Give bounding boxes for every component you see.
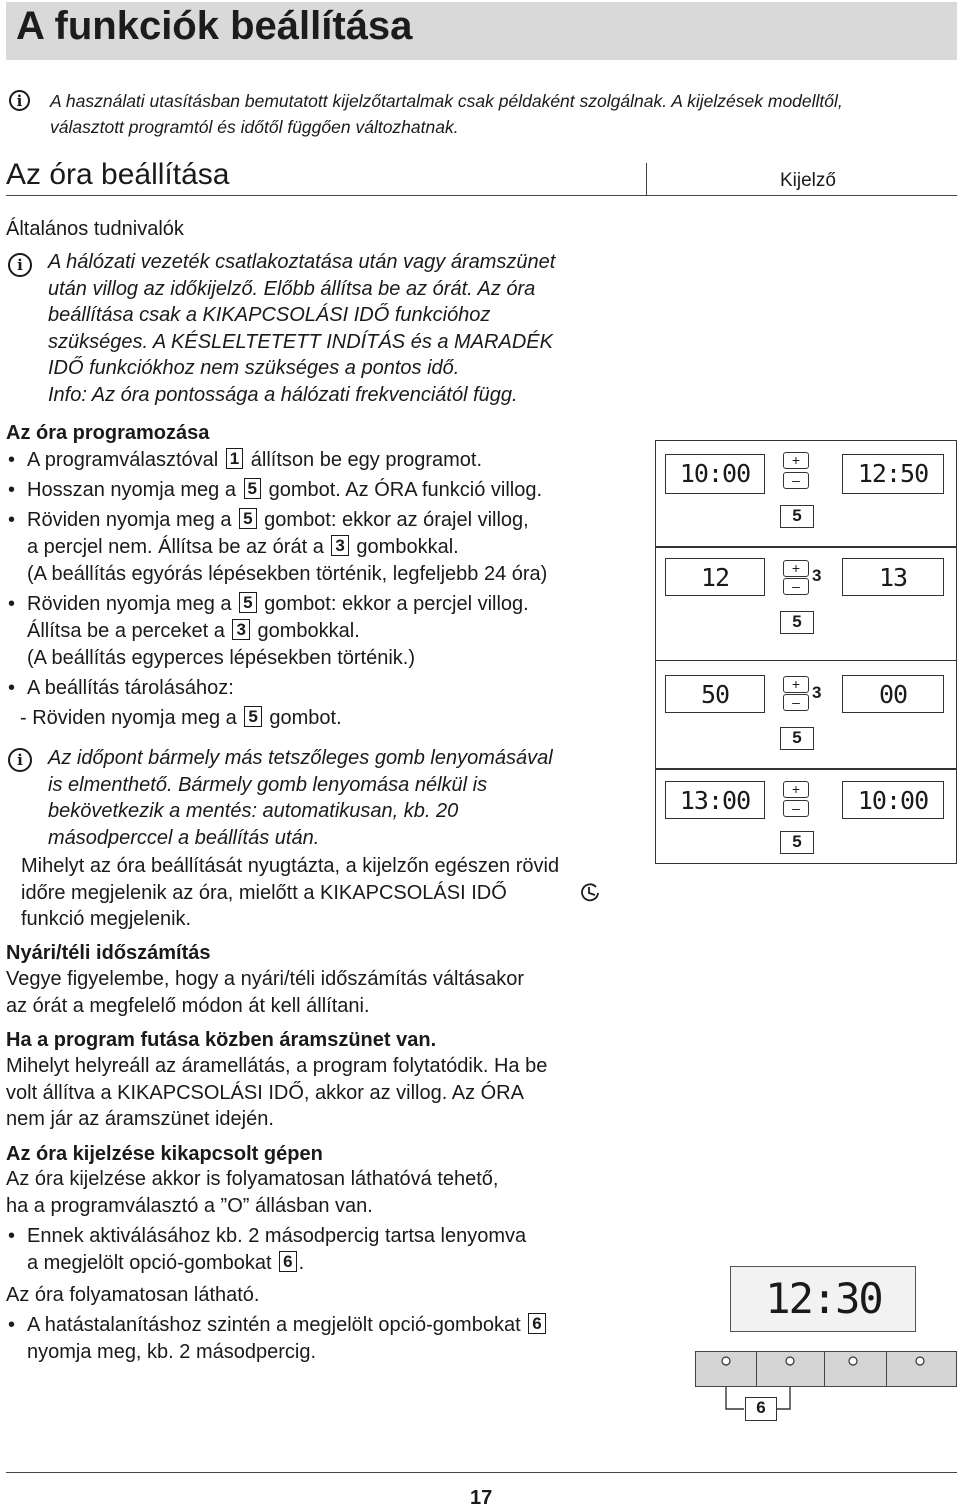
minus-button[interactable]: – [783, 472, 809, 489]
stepper-number: 3 [812, 566, 822, 585]
general-heading: Általános tudnivalók [6, 218, 184, 240]
lcd-display-blinking: 50 [665, 675, 765, 713]
button-5[interactable]: 5 [780, 831, 814, 854]
confirm-text: Mihelyt az óra beállítását nyugtázta, a kijelzőn egészen rövid időre megjelenik az óra, mielőtt a KIKAPCSOLÁSI IDŐ funkció megjelenik. [21, 853, 559, 933]
lcd-display-blinking: 12:50 [842, 454, 944, 494]
stepper-number: 3 [812, 683, 822, 702]
programming-steps: • A programválasztóval 1 állítson be egy programot. • Hosszan nyomja meg a 5 gombot. Az ÓRA funkció villog. • Röviden nyomja meg a 5 gombot: ekkor az órajel villog, a percjel nem. Állítsa be az órát a 3 gombokkal. (A beállítás egyórás lépésekben történik, legfeljebb 24 óra) • Röviden nyomja meg a 5 gombot: ekkor a percjel villog. Állítsa be a perceket a 3 gombokkal. (A beállítás egyperces lépésekben történik.) • A beállítás tárolásához: - Röviden nyomja meg a 5 gombot. [8, 449, 548, 729]
lcd-display-blinking: 12 [665, 558, 765, 596]
programming-heading: Az óra programozása [6, 422, 210, 444]
plus-button[interactable]: + [783, 781, 809, 798]
button-5[interactable]: 5 [780, 505, 814, 528]
general-text: A hálózati vezeték csatlakoztatása után vagy áramszünet után villog az időkijelző. Előbb állítsa be az órát. Az óra beállítása csak a KIKAPCSOLÁSI IDŐ funkcióhoz szükséges. A KÉSLELTETETT INDÍTÁS és a MARADÉK IDŐ funkciókhoz nem szükséges a pontos idő. Info: Az óra pontossága a hálózati frekvenciától függ. [48, 251, 556, 406]
minus-button[interactable]: – [783, 578, 809, 595]
page-title: A funkciók beállítása [16, 4, 413, 48]
info-icon: i [8, 253, 32, 277]
power-heading: Ha a program futása közben áramszünet van. [6, 1029, 437, 1051]
save-note: Az időpont bármely más tetszőleges gomb lenyomásával is elmenthető. Bármely gomb lenyomása nélkül is bekövetkezik a mentés: automatikusan, kb. 20 másodperccel a beállítás után. [48, 747, 553, 849]
lcd-display: 13:00 [665, 781, 765, 819]
dst-heading: Nyári/téli időszámítás [6, 942, 211, 964]
info-icon: i [9, 90, 30, 111]
plus-button[interactable]: + [783, 452, 809, 469]
off-bullet-2: • A hatástalanításhoz szintén a megjelölt opció-gombokat 6 nyomja meg, kb. 2 másodpercig. [6, 1312, 646, 1366]
footer-rule [6, 1472, 957, 1473]
off-heading: Az óra kijelzése kikapcsolt gépen [6, 1143, 323, 1165]
intro-line-1: A használati utasításban bemutatott kijelzőtartalmak csak példaként szolgálnak. A kijelzések modelltől, [50, 91, 843, 111]
button-5[interactable]: 5 [780, 727, 814, 750]
lcd-display: 10:00 [842, 781, 944, 819]
option-indicators [695, 1351, 957, 1421]
lcd-display-blinking: 00 [842, 675, 944, 713]
intro-line-2: választott programtól és időtől függően változhatnak. [50, 117, 459, 137]
power-text: Mihelyt helyreáll az áramellátás, a program folytatódik. Ha be volt állítva a KIKAPCSOLÁSI IDŐ, akkor az villog. Az ÓRA nem jár az áramszünet idején. [6, 1055, 548, 1130]
column-divider [646, 163, 647, 195]
button-5[interactable]: 5 [780, 611, 814, 634]
plus-button[interactable]: + [783, 560, 809, 577]
off-visible: Az óra folyamatosan látható. [6, 1284, 260, 1306]
off-time-icon [579, 882, 603, 904]
minus-button[interactable]: – [783, 694, 809, 711]
dst-text: Vegye figyelembe, hogy a nyári/téli időszámítás váltásakor az órát a megfelelő módon át kell állítani. [6, 968, 525, 1017]
off-text: Az óra kijelzése akkor is folyamatosan láthatóvá tehető, ha a programválasztó a ”O” állásban van. [6, 1168, 499, 1217]
section-rule [6, 195, 957, 196]
minus-button[interactable]: – [783, 800, 809, 817]
plus-button[interactable]: + [783, 676, 809, 693]
panel-divider [655, 768, 957, 770]
lcd-display-blinking: 13 [842, 558, 944, 596]
display-heading: Kijelző [780, 170, 836, 191]
clock-display: 12:30 [765, 1274, 882, 1323]
option-button-label: 6 [745, 1397, 777, 1421]
panel-divider [655, 546, 957, 548]
lcd-display: 10:00 [665, 454, 765, 494]
off-bullet-1: • Ennek aktiválásához kb. 2 másodpercig tartsa lenyomva a megjelölt opció-gombokat 6 . [8, 1225, 527, 1274]
info-icon: i [8, 748, 32, 772]
page-number: 17 [470, 1487, 493, 1509]
section-title: Az óra beállítása [6, 158, 230, 191]
